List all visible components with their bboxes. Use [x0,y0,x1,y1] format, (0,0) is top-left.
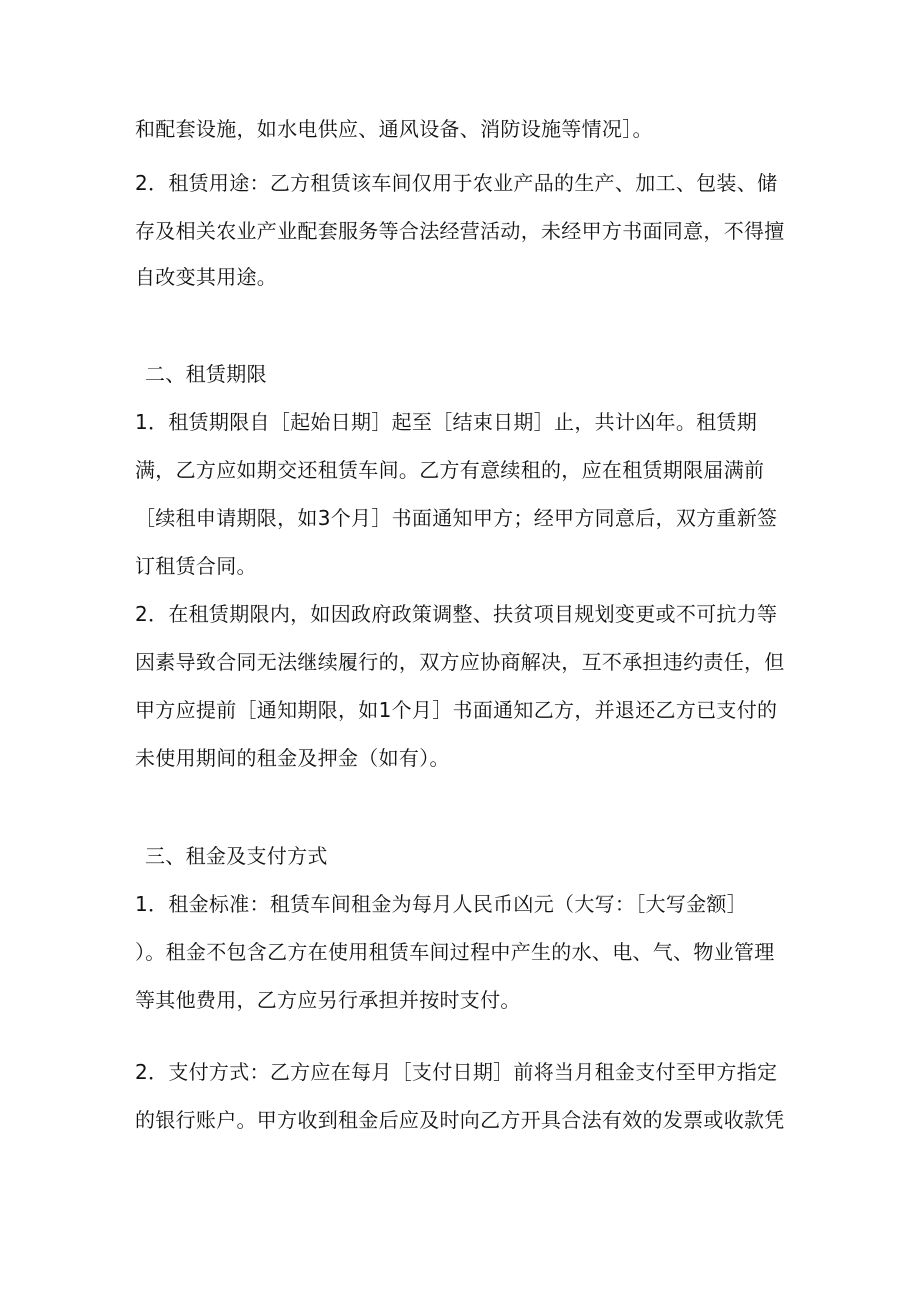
text-line: 2．租赁用途：乙方租赁该车间仅用于农业产品的生产、加工、包装、储 [135,171,778,195]
text-line: 满，乙方应如期交还租赁车间。乙方有意续租的，应在租赁期限届满前 [135,458,765,482]
text-line: 自改变其用途。 [135,265,278,289]
text-line: 1．租赁期限自［起始日期］起至［结束日期］止，共计凶年。租赁期 [135,410,758,434]
text-line: 2．支付方式：乙方应在每月［支付日期］前将当月租金支付至甲方指定 [135,1060,778,1084]
text-line: 甲方应提前［通知期限，如1个月］书面通知乙方，并退还乙方已支付的 [135,698,778,722]
text-line: 订租赁合同。 [135,554,257,578]
text-line: ）。租金不包含乙方在使用租赁车间过程中产生的水、电、气、物业管理 [135,940,775,964]
text-line: 2．在租赁期限内，如因政府政策调整、扶贫项目规划变更或不可抗力等 [135,602,778,626]
text-line: 存及相关农业产业配套服务等合法经营活动，未经甲方书面同意，不得擅 [135,219,785,243]
text-line: 等其他费用，乙方应另行承担并按时支付。 [135,988,521,1012]
text-line: 因素导致合同无法继续履行的，双方应协商解决，互不承担违约责任，但 [135,650,785,674]
text-line: 和配套设施，如水电供应、通风设备、消防设施等情况］。 [135,117,653,141]
text-line: 的银行账户。甲方收到租金后应及时向乙方开具合法有效的发票或收款凭 [135,1108,785,1132]
section-heading-rent-payment: 三、租金及支付方式 [145,844,328,868]
text-line: 未使用期间的租金及押金（如有）。 [135,746,450,770]
text-line: ［续租申请期限，如3个月］书面通知甲方；经甲方同意后，双方重新签 [135,506,778,530]
text-line: 1．租金标准：租赁车间租金为每月人民币凶元（大写：［大写金额］ [135,892,748,916]
section-heading-lease-term: 二、租赁期限 [145,362,267,386]
